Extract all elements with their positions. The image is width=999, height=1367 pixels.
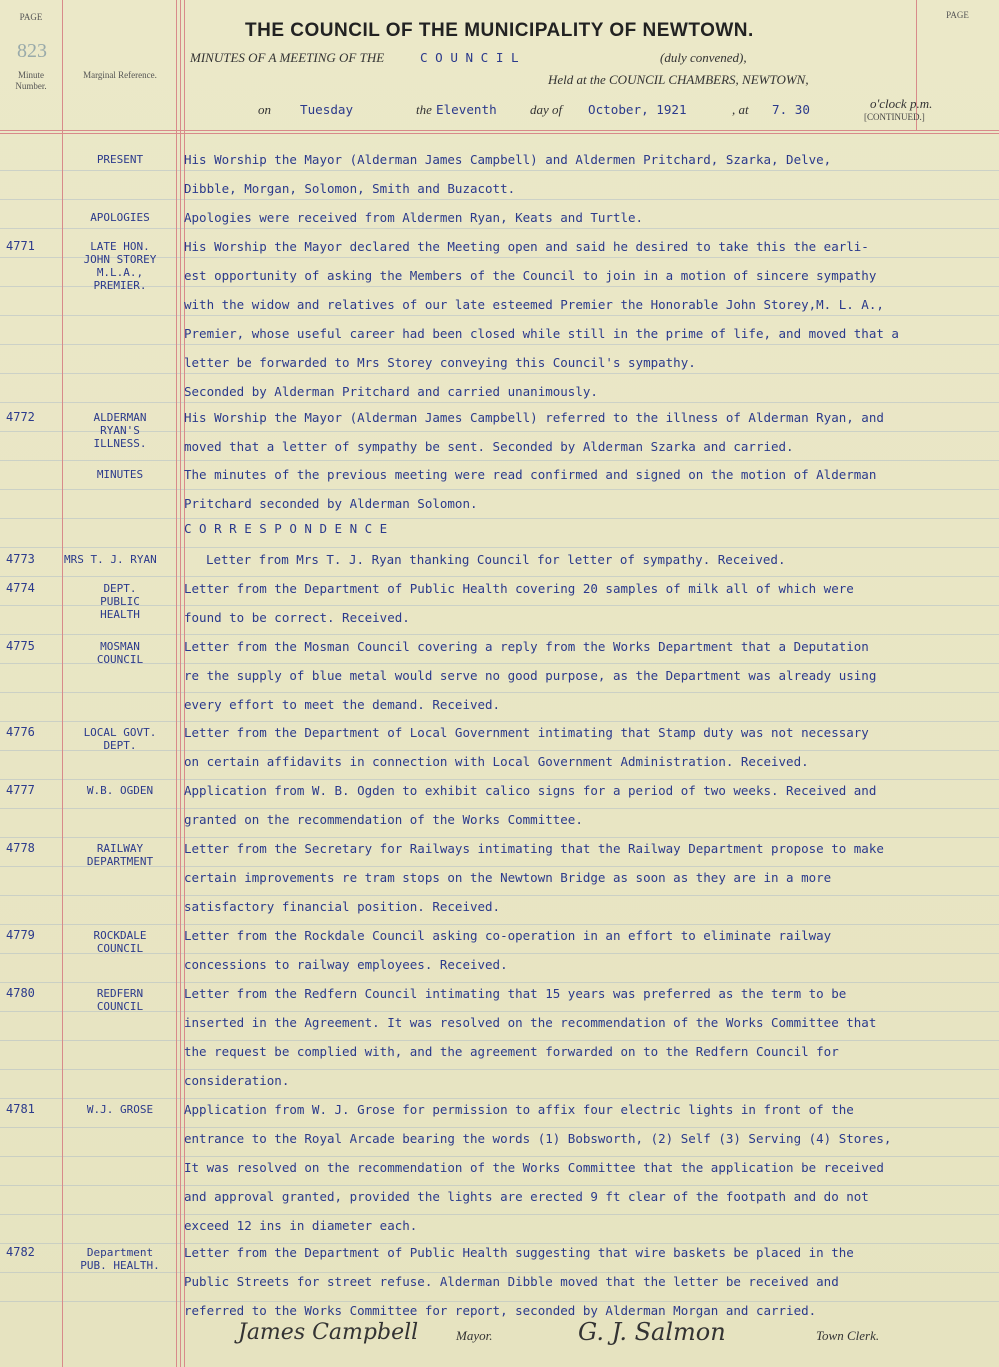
minute-text-line: on certain affidavits in connection with Local Government Administration. Received. [184,754,809,769]
meeting-body: C O U N C I L [420,50,519,65]
continued-label: [CONTINUED.] [864,112,925,122]
minute-text-line: Pritchard seconded by Alderman Solomon. [184,496,478,511]
ruled-line [0,924,999,925]
minute-text-line: Letter from the Rockdale Council asking co-operation in an effort to eliminate railway [184,928,832,943]
marginal-reference: LATE HON. JOHN STOREY M.L.A., PREMIER. [83,240,157,292]
minute-text-line: certain improvements re tram stops on the Newtown Bridge as soon as they are in a more [184,870,832,885]
reference-margin-rule [176,0,177,1367]
page-label-left: PAGE [19,12,43,22]
section-heading: C O R R E S P O N D E N C E [184,521,388,536]
minute-text-line: Letter from the Department of Public Health covering 20 samples of milk all of which were [184,581,854,596]
minute-number: 4782 [6,1245,35,1259]
minute-number: 4778 [6,841,35,855]
ruled-line [0,1301,999,1302]
ruled-line [0,402,999,403]
minute-text-line: Letter from the Redfern Council intimating that 15 years was preferred as the term to be [184,986,847,1001]
ruled-line [0,1098,999,1099]
ruled-line [0,1040,999,1041]
marginal-reference: ALDERMAN RYAN'S ILLNESS. [93,411,147,450]
minute-number: 4777 [6,783,35,797]
ruled-line [0,460,999,461]
minute-number-label: Minute Number. [15,70,47,91]
minute-text-line: referred to the Works Committee for report, seconded by Alderman Morgan and carried. [184,1303,817,1318]
ruled-line [0,228,999,229]
ruled-line [0,634,999,635]
marginal-reference: LOCAL GOVT. DEPT. [83,726,157,752]
marginal-reference: MRS T. J. RYAN [64,553,157,566]
ruled-line [0,721,999,722]
minute-text-line: with the widow and relatives of our late esteemed Premier the Honorable John Storey,M. L. A., [184,297,884,312]
ruled-line [0,1156,999,1157]
minute-text-line: Letter from the Mosman Council covering a reply from the Works Department that a Deputation [184,639,869,654]
marginal-reference: REDFERN COUNCIL [96,987,144,1013]
minute-text-line: His Worship the Mayor (Alderman James Campbell) referred to the illness of Alderman Ryan, and [184,410,884,425]
minute-text-line: re the supply of blue metal would serve no good purpose, as the Department was already using [184,668,877,683]
minute-text-line: Dibble, Morgan, Solomon, Smith and Buzacott. [184,181,516,196]
minute-text-line: exceed 12 ins in diameter each. [184,1218,418,1233]
page-label-right: PAGE [946,10,969,20]
minute-number: 4771 [6,239,35,253]
minute-text-line: concessions to railway employees. Received. [184,957,508,972]
marginal-reference: Department PUB. HEALTH. [80,1246,160,1272]
minute-text-line: inserted in the Agreement. It was resolved on the recommendation of the Works Committee that [184,1015,877,1030]
minute-number: 4774 [6,581,35,595]
minute-number: 4773 [6,552,35,566]
minute-text-line: granted on the recommendation of the Works Committee. [184,812,583,827]
minute-text-line: Letter from the Secretary for Railways intimating that the Railway Department propose to make [184,841,884,856]
minute-text-line: Letter from the Department of Public Health suggesting that wire baskets be placed in the [184,1245,854,1260]
minute-text-line: the request be complied with, and the agreement forwarded on to the Redfern Council for [184,1044,839,1059]
left-margin-rule [62,0,63,1367]
marginal-reference: DEPT. PUBLIC HEALTH [100,582,140,621]
minute-text-line: His Worship the Mayor declared the Meeting open and said he desired to take this the earli- [184,239,869,254]
ruled-line [0,779,999,780]
ruled-line [0,692,999,693]
ruled-line [0,170,999,171]
ruled-line [0,1272,999,1273]
ruled-line [0,344,999,345]
ruled-line [0,1127,999,1128]
minute-text-line: est opportunity of asking the Members of the Council to join in a motion of sincere sympathy [184,268,877,283]
minute-text-line: moved that a letter of sympathy be sent. Seconded by Alderman Szarka and carried. [184,439,794,454]
minute-number: 4780 [6,986,35,1000]
ruled-line [0,895,999,896]
minute-text-line: Application from W. B. Ogden to exhibit calico signs for a period of two weeks. Received and [184,783,877,798]
minute-text-line: It was resolved on the recommendation of the Works Committee that the application be received [184,1160,884,1175]
ruled-line [0,1185,999,1186]
minute-text-line: and approval granted, provided the lights are erected 9 ft clear of the footpath and do not [184,1189,869,1204]
ruled-line [0,982,999,983]
document-title: THE COUNCIL OF THE MUNICIPALITY OF NEWTOWN. [245,20,754,41]
mayor-label: Mayor. [456,1328,493,1343]
minute-text-line: Seconded by Alderman Pritchard and carried unanimously. [184,384,598,399]
ruled-line [0,518,999,519]
minute-number: 4779 [6,928,35,942]
clerk-signature: G. J. Salmon [578,1318,726,1346]
marginal-reference-label: Marginal Reference. [83,70,157,80]
marginal-reference: W.J. GROSE [86,1103,154,1116]
minute-text-line: Letter from the Department of Local Government intimating that Stamp duty was not necessary [184,725,869,740]
minute-text-line: Letter from Mrs T. J. Ryan thanking Council for letter of sympathy. Received. [206,552,786,567]
minute-text-line: letter be forwarded to Mrs Storey conveying this Council's sympathy. [184,355,696,370]
meeting-time: 7. 30 [772,102,810,117]
mayor-signature: James Campbell [238,1320,419,1345]
oclock-label: o'clock p.m. [870,96,933,111]
ruled-line [0,489,999,490]
minute-text-line: Application from W. J. Grose for permission to affix four electric lights in front of the [184,1102,854,1117]
minute-number: 4772 [6,410,35,424]
at-label: , at [732,102,749,117]
ruled-line [0,808,999,809]
on-label: on [258,102,271,117]
marginal-reference: PRESENT [96,153,144,166]
minute-text-line: His Worship the Mayor (Alderman James Campbell) and Aldermen Pritchard, Szarka, Delve, [184,152,832,167]
marginal-reference: MINUTES [96,468,144,481]
marginal-reference: W.B. OGDEN [86,784,154,797]
ruled-line [0,1069,999,1070]
ruled-line [0,837,999,838]
minute-number: 4775 [6,639,35,653]
marginal-reference: APOLOGIES [90,211,150,224]
minute-text-line: satisfactory financial position. Received. [184,899,501,914]
ruled-line [0,1243,999,1244]
month-year: October, 1921 [588,102,687,117]
minute-number: 4776 [6,725,35,739]
ruled-line [0,373,999,374]
header-separator [0,130,999,131]
ruled-line [0,1214,999,1215]
day-ordinal: Eleventh [436,102,497,117]
marginal-reference: RAILWAY DEPARTMENT [86,842,154,868]
minutes-of-meeting-label: MINUTES OF A MEETING OF THE [190,50,385,65]
day-of-label: day of [530,102,563,117]
the-label: the [416,102,432,117]
minute-text-line: found to be correct. Received. [184,610,410,625]
ruled-line [0,547,999,548]
ruled-line [0,315,999,316]
header-separator-2 [0,133,999,134]
page-number: 823 [17,40,47,62]
ruled-line [0,199,999,200]
minute-text-line: Public Streets for street refuse. Alderman Dibble moved that the letter be received and [184,1274,839,1289]
duly-convened-label: (duly convened), [660,50,747,65]
minute-text-line: Apologies were received from Aldermen Ryan, Keats and Turtle. [184,210,644,225]
marginal-reference: ROCKDALE COUNCIL [93,929,147,955]
clerk-label: Town Clerk. [816,1328,880,1343]
ruled-line [0,576,999,577]
marginal-reference: MOSMAN COUNCIL [96,640,144,666]
minute-text-line: consideration. [184,1073,290,1088]
minute-number: 4781 [6,1102,35,1116]
held-at-label: Held at the COUNCIL CHAMBERS, NEWTOWN, [548,72,809,87]
minute-text-line: The minutes of the previous meeting were read confirmed and signed on the motion of Alderman [184,467,877,482]
minute-text-line: Premier, whose useful career had been closed while still in the prime of life, and moved that a [184,326,899,341]
minute-text-line: every effort to meet the demand. Received. [184,697,501,712]
minute-text-line: entrance to the Royal Arcade bearing the words (1) Bobsworth, (2) Self (3) Serving (4) Stores, [184,1131,892,1146]
weekday: Tuesday [300,102,354,117]
